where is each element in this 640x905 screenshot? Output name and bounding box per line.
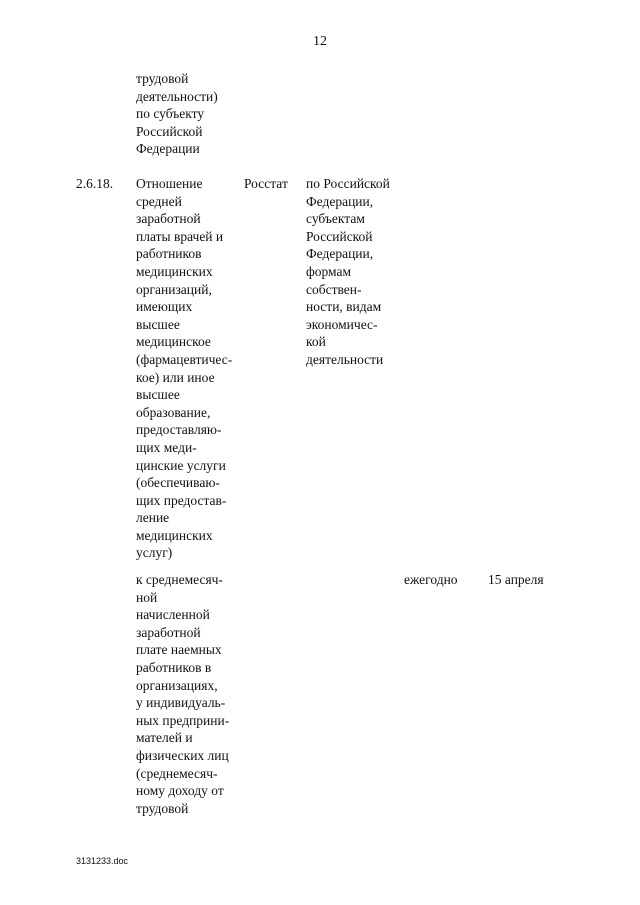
page-number: 12	[313, 34, 327, 49]
row-number: 2.6.18.	[76, 176, 114, 191]
footer-doc-code: 3131233.doc	[76, 856, 129, 866]
row-breakdown-text: по Российской Федерации, субъектам Российской Федерации, формам собствен- ности, видам экономичес- кой деятельности	[306, 176, 390, 367]
sub-row-name-text: к среднемесяч- ной начисленной заработной плате наемных работников в организациях, у индивидуаль- ных предприни- мателей и физических лиц (среднемесяч- ному доходу от трудовой	[136, 572, 230, 816]
continuation-name-text: трудовой деятельности) по субъекту Российской Федерации	[136, 71, 218, 157]
sub-row-frequency: ежегодно	[404, 572, 458, 587]
row-name-text: Отношение средней заработной платы врачей и работников медицинских организаций, имеющих высшее медицинское (фармацевтичес- кое) или иное высшее образование, предоставляю- щих меди- цинские услуги (обеспечиваю- щих предостав- ление медицинских услуг)	[136, 176, 233, 561]
row-source: Росстат	[244, 176, 288, 191]
sub-row-deadline: 15 апреля	[488, 572, 544, 587]
